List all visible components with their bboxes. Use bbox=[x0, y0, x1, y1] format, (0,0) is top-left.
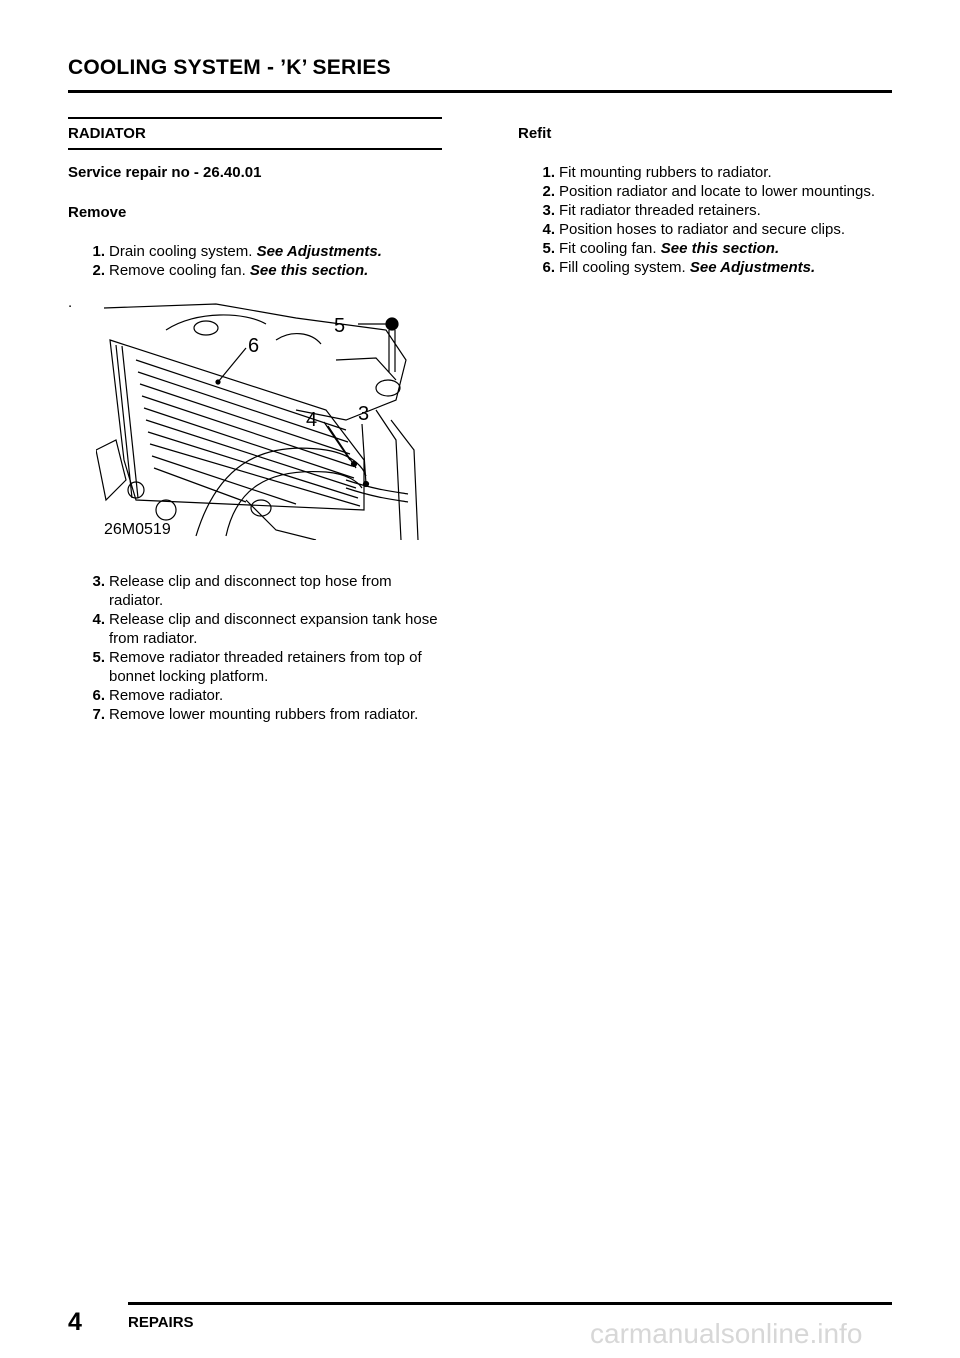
step-text: Remove cooling fan. bbox=[109, 262, 246, 279]
step-text: Remove radiator threaded retainers from top of bonnet locking platform. bbox=[109, 649, 422, 685]
step-number: 4. bbox=[542, 221, 555, 238]
cross-reference-link[interactable]: See this section. bbox=[249, 262, 369, 279]
step-number: 3. bbox=[542, 202, 555, 219]
service-repair-number: Service repair no - 26.40.01 bbox=[68, 164, 262, 181]
step-number: 6. bbox=[542, 259, 555, 276]
figure-code: 26M0519 bbox=[104, 521, 171, 538]
step-number: 2. bbox=[542, 183, 555, 200]
step-text: Release clip and disconnect expansion tank hose from radiator. bbox=[109, 611, 438, 647]
list-item bbox=[68, 686, 446, 705]
cross-reference-link[interactable]: See Adjustments. bbox=[256, 243, 382, 260]
list-item bbox=[518, 201, 892, 220]
list-item bbox=[518, 182, 892, 201]
footer-rule bbox=[128, 1302, 892, 1305]
step-number: 5. bbox=[92, 649, 105, 666]
list-item bbox=[68, 242, 446, 261]
page-number: 4 bbox=[68, 1308, 82, 1336]
step-number: 7. bbox=[92, 706, 105, 723]
refit-steps-list bbox=[518, 163, 892, 277]
step-text: Fit mounting rubbers to radiator. bbox=[559, 164, 772, 181]
remove-heading: Remove bbox=[68, 204, 127, 221]
remove-steps-list-a bbox=[68, 242, 446, 280]
step-number: 5. bbox=[542, 240, 555, 257]
step-text: Position hoses to radiator and secure clips. bbox=[559, 221, 845, 238]
section-rule-bottom bbox=[68, 148, 442, 150]
step-text: Fit cooling fan. bbox=[559, 240, 657, 257]
figure-marker: . bbox=[68, 294, 73, 311]
list-item bbox=[518, 258, 892, 277]
step-text: Drain cooling system. bbox=[109, 243, 253, 260]
step-number: 2. bbox=[92, 262, 105, 279]
list-item bbox=[68, 572, 446, 610]
cross-reference-link[interactable]: See Adjustments. bbox=[689, 259, 816, 276]
list-item bbox=[68, 261, 446, 280]
callout-3: 3 bbox=[358, 403, 370, 425]
list-item bbox=[68, 648, 446, 686]
list-item bbox=[518, 163, 892, 182]
callout-5: 5 bbox=[334, 315, 346, 337]
list-item bbox=[68, 705, 446, 724]
section-rule-top bbox=[68, 117, 442, 119]
callout-4: 4 bbox=[306, 409, 318, 431]
step-number: 1. bbox=[92, 243, 105, 260]
step-text: Remove lower mounting rubbers from radiator. bbox=[109, 706, 419, 723]
step-text: Fill cooling system. bbox=[559, 259, 686, 276]
step-number: 4. bbox=[92, 611, 105, 628]
remove-steps-list-b bbox=[68, 572, 446, 724]
watermark: carmanualsonline.info bbox=[590, 1318, 863, 1349]
footer-section-label: REPAIRS bbox=[128, 1314, 194, 1331]
step-text: Fit radiator threaded retainers. bbox=[559, 202, 761, 219]
step-number: 1. bbox=[542, 164, 555, 181]
list-item bbox=[518, 220, 892, 239]
cross-reference-link[interactable]: See this section. bbox=[660, 240, 780, 257]
step-text: Position radiator and locate to lower mountings. bbox=[559, 183, 876, 200]
refit-heading: Refit bbox=[518, 125, 552, 142]
step-number: 6. bbox=[92, 687, 105, 704]
list-item bbox=[68, 610, 446, 648]
step-text: Release clip and disconnect top hose from radiator. bbox=[109, 573, 392, 609]
step-number: 3. bbox=[92, 573, 105, 590]
header-rule bbox=[68, 90, 892, 93]
radiator-illustration bbox=[96, 300, 426, 540]
section-title: RADIATOR bbox=[68, 125, 146, 142]
list-item bbox=[518, 239, 892, 258]
step-text: Remove radiator. bbox=[109, 687, 224, 704]
page-header-title: COOLING SYSTEM - ’K’ SERIES bbox=[68, 56, 391, 79]
callout-6: 6 bbox=[248, 335, 260, 357]
